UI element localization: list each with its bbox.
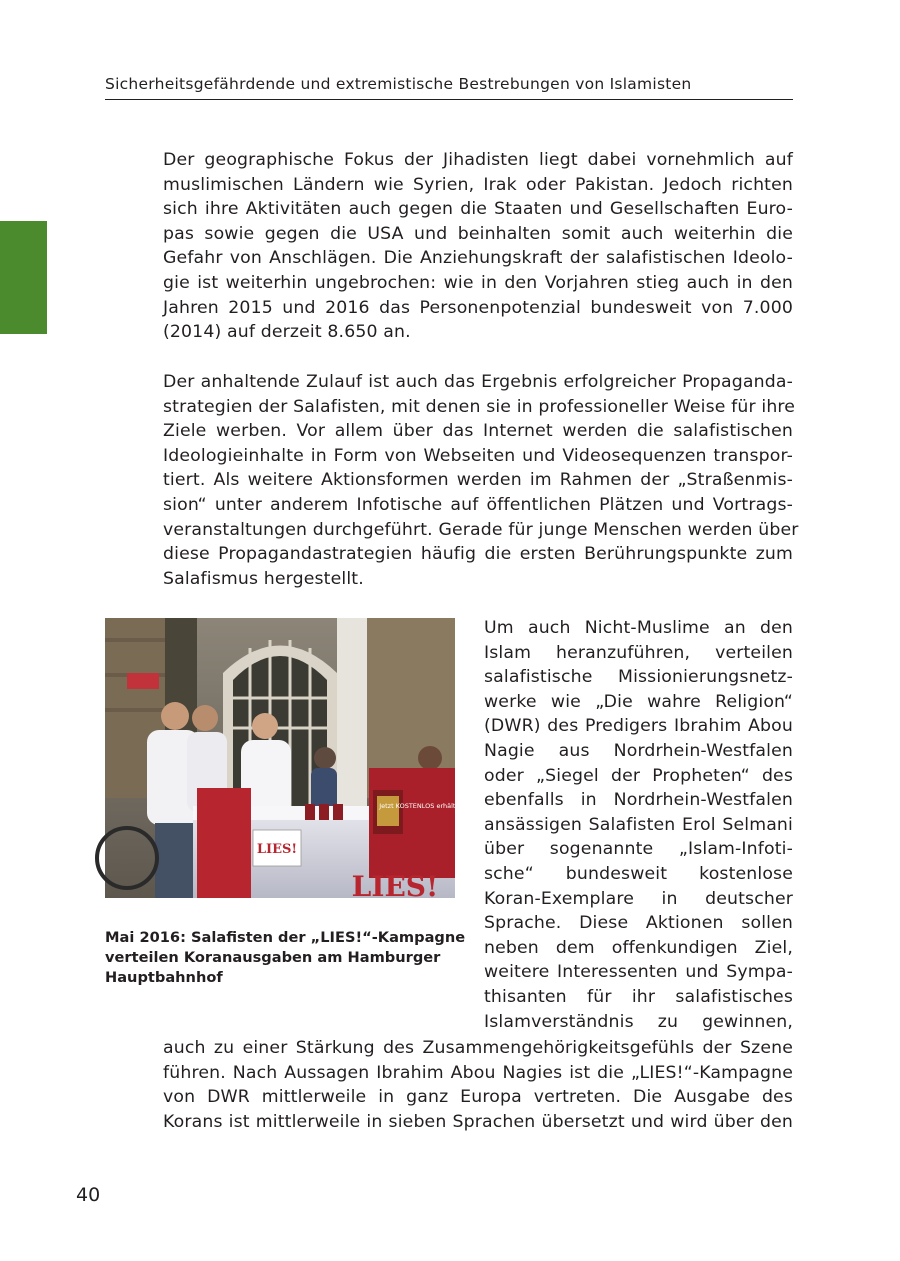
text-line: sion“ unter anderem Infotische auf öffentlichen Plätzen und Vortrags- bbox=[163, 494, 793, 515]
lies-sign-text: LIES! bbox=[256, 842, 298, 857]
sign-text: Jetzt KOSTENLOS erhältlich bbox=[379, 802, 467, 810]
text-line: diese Propagandastrategien häufig die ersten Berührungspunkte zum bbox=[163, 544, 793, 565]
text-line: tiert. Als weitere Aktionsformen werden im Rahmen der „Straßenmis- bbox=[163, 470, 793, 491]
paragraph-3 bbox=[484, 616, 793, 1034]
text-line: von DWR mittlerweile in ganz Europa vertreten. Die Ausgabe des bbox=[163, 1087, 793, 1108]
figure-caption bbox=[105, 928, 465, 988]
text-line: Sprache. Diese Aktionen sollen bbox=[484, 913, 793, 934]
text-line: (DWR) des Predigers Ibrahim Abou bbox=[484, 716, 793, 737]
text-line: Islam heranzuführen, verteilen bbox=[484, 642, 793, 663]
paragraph-1 bbox=[163, 148, 793, 345]
text-line: weitere Interessenten und Sympa- bbox=[484, 962, 793, 983]
text-line: Islamverständnis zu gewinnen, bbox=[484, 1011, 793, 1032]
text-line: pas sowie gegen die USA und beinhalten somit auch weiterhin die bbox=[163, 223, 793, 244]
text-line: werke wie „Die wahre Religion“ bbox=[484, 691, 793, 712]
text-line: ansässigen Salafisten Erol Selmani bbox=[484, 814, 793, 835]
page-number: 40 bbox=[76, 1184, 101, 1206]
text-line: Um auch Nicht-Muslime an den bbox=[484, 618, 793, 638]
text-line: Der anhaltende Zulauf ist auch das Ergebnis erfolgreicher Propaganda- bbox=[163, 372, 793, 392]
caption-line: verteilen Koranausgaben am Hamburger bbox=[105, 949, 441, 966]
text-line: Der geographische Fokus der Jihadisten liegt dabei vornehmlich auf bbox=[163, 150, 793, 170]
text-line: führen. Nach Aussagen Ibrahim Abou Nagies ist die „LIES!“-Kampagne bbox=[163, 1062, 793, 1083]
text-line: strategien der Salafisten, mit denen sie in professioneller Weise für ihre bbox=[163, 396, 796, 417]
caption-line: Mai 2016: Salafisten der „LIES!“-Kampagne bbox=[105, 929, 466, 946]
text-line: muslimischen Ländern wie Syrien, Irak oder Pakistan. Jedoch richten bbox=[163, 174, 793, 195]
text-line: Salafismus hergestellt. bbox=[163, 568, 364, 589]
text-line: sich ihre Aktivitäten auch gegen die Staaten und Gesellschaften Euro- bbox=[163, 199, 793, 220]
text-line: veranstaltungen durchgeführt. Gerade für junge Menschen werden über bbox=[163, 519, 799, 540]
campaign-photo bbox=[105, 618, 467, 903]
text-line: ebenfalls in Nordrhein-Westfalen bbox=[484, 790, 793, 811]
text-line: sche“ bundesweit kostenlose bbox=[484, 863, 793, 884]
running-title: Sicherheitsgefährdende und extremistische Bestrebungen von Islamisten bbox=[105, 75, 692, 93]
text-line: neben dem offenkundigen Ziel, bbox=[484, 937, 793, 958]
text-line: gie ist weiterhin ungebrochen: wie in den Vorjahren stieg auch in den bbox=[163, 272, 793, 293]
chapter-color-tab bbox=[0, 221, 47, 334]
text-line: Koran-Exemplare in deutscher bbox=[484, 888, 793, 909]
text-line: Ideologieinhalte in Form von Webseiten und Videosequenzen transpor- bbox=[163, 445, 793, 466]
text-line: (2014) auf derzeit 8.650 an. bbox=[163, 322, 411, 343]
text-line: Jahren 2015 und 2016 das Personenpotenzial bundesweit von 7.000 bbox=[163, 297, 793, 318]
text-line: Korans ist mittlerweile in sieben Sprachen übersetzt und wird über den bbox=[163, 1111, 793, 1132]
caption-line: Hauptbahnhof bbox=[105, 969, 223, 986]
running-header bbox=[105, 74, 793, 100]
paragraph-4 bbox=[163, 1036, 793, 1134]
text-line: thisanten für ihr salafistisches bbox=[484, 986, 793, 1007]
text-line: über sogenannte „Islam-Infoti- bbox=[484, 839, 793, 860]
text-line: oder „Siegel der Propheten“ des bbox=[484, 765, 793, 786]
banner-text: LIES! bbox=[351, 870, 439, 903]
text-line: salafistische Missionierungsnetz- bbox=[484, 667, 793, 688]
text-line: Ziele werben. Vor allem über das Internet werden die salafistischen bbox=[163, 421, 793, 442]
paragraph-2 bbox=[163, 370, 799, 591]
text-line: Nagie aus Nordrhein-Westfalen bbox=[484, 740, 793, 761]
text-line: Gefahr von Anschlägen. Die Anziehungskraft der salafistischen Ideolo- bbox=[163, 248, 793, 269]
text-line: auch zu einer Stärkung des Zusammengehörigkeitsgefühls der Szene bbox=[163, 1038, 793, 1058]
